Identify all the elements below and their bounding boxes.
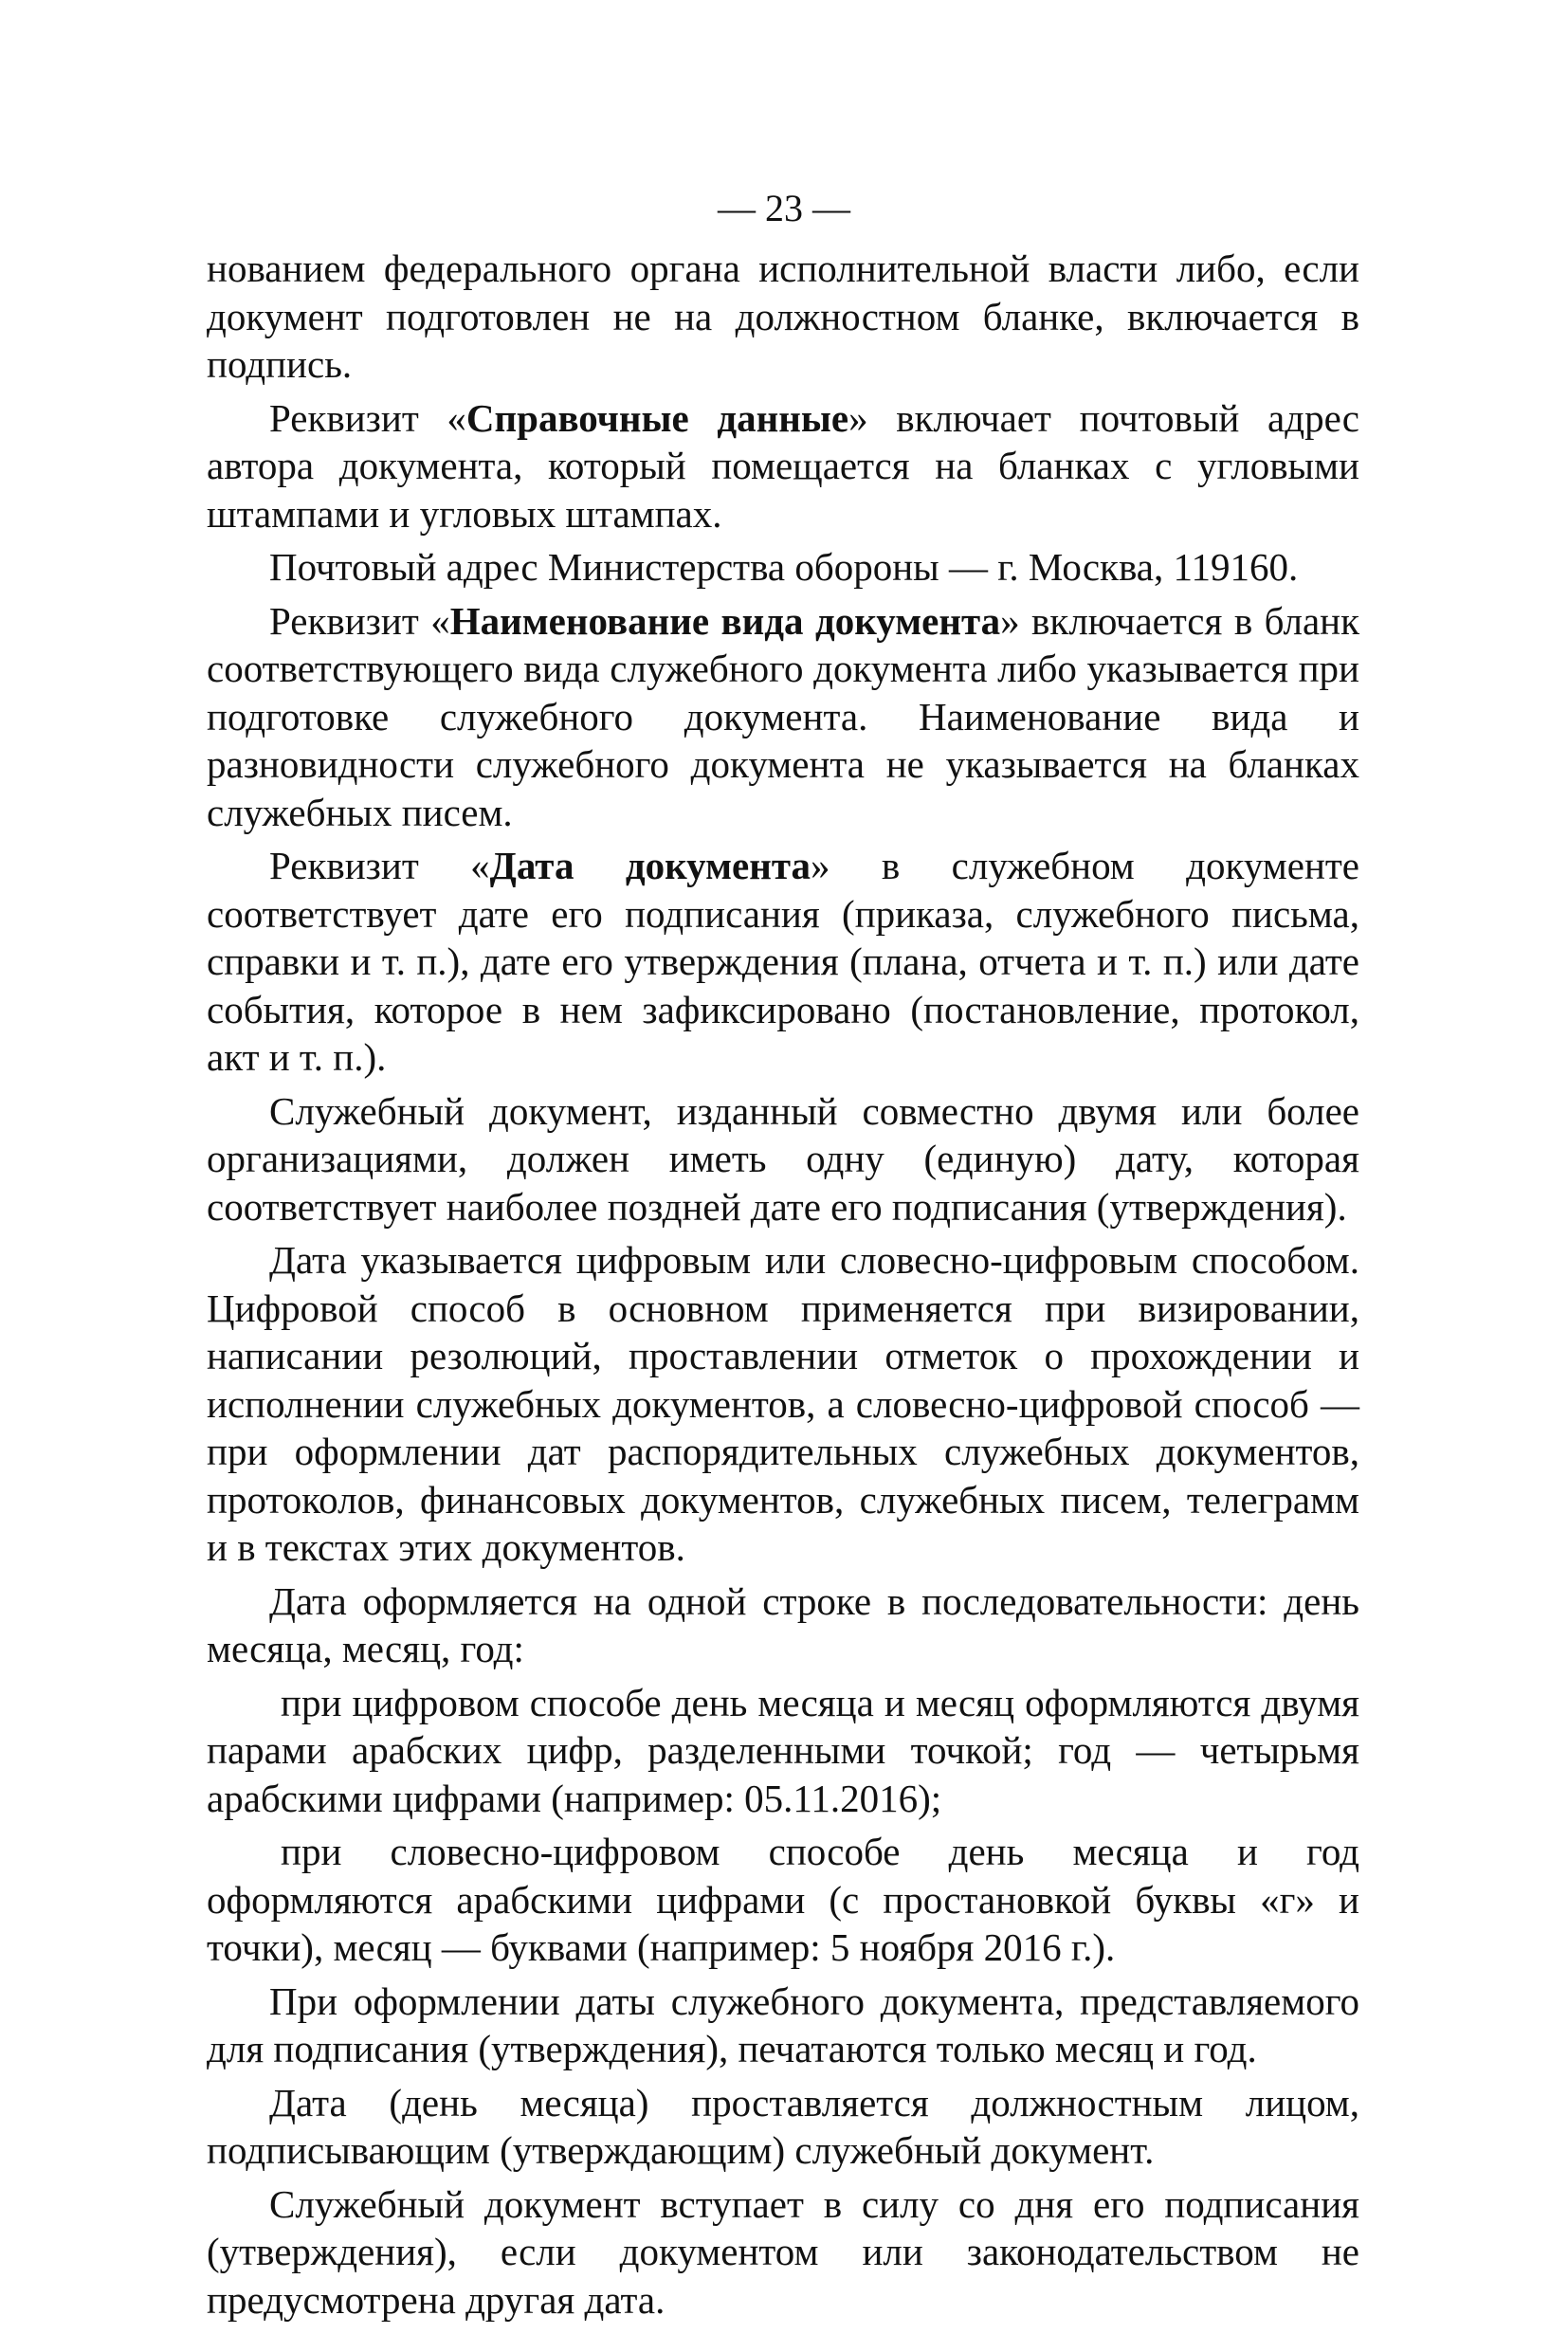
paragraph-verbal-digital-method: при словесно-цифровом способе день месяца и год оформляются арабскими цифрами (с простановкой буквы «г» и точки), месяц — буквами (например: 5 ноября 2016 г.). [207,1830,1359,1969]
paragraph-day-by-official: Дата (день месяца) проставляется должностным лицом, подписывающим (утверждающим) служебный документ. [207,2080,1359,2172]
paragraph-text: » в служебном документе соответствует дате его подписания (приказа, служебного письма, справки и т. п.), дате его утверждения (плана, отчета и т. п.) или дате события, которое в нем зафиксировано (постановление, протокол, акт и т. п.). [207,844,1359,1079]
paragraph-postal-address: Почтовый адрес Министерства обороны — г. Москва, 119160. [269,545,1299,589]
paragraph-text: Реквизит « [269,598,450,643]
requisite-name: Наименование вида документа [449,598,1001,643]
paragraph-date-methods: Дата указывается цифровым или словесно-цифровым способом. Цифровой способ в основном применяется при визировании, написании резолюций, проставлении отметок о прохождении и исполнении служебных документов, а словесно-цифровой способ — при оформлении дат распорядительных служебных документов, протоколов, финансовых документов, служебных писем, телеграмм и в текстах этих документов. [207,1238,1359,1569]
paragraph-reference-data [207,394,1359,538]
paragraph-text: » включается в бланк соответствующего вида служебного документа либо указывается при подготовке служебного документа. Наименование вида и разновидности служебного документа не указывается на бланках служебных писем. [207,598,1359,834]
paragraph-document-date [207,842,1359,1082]
paragraph-text: » включает почтовый адрес автора документа, который помещается на бланках с угловыми штампами и угловых штампах. [207,395,1359,536]
paragraph-continuation: нованием федерального органа исполнительной власти либо, если документ подготовлен не на должностном бланке, включается в подпись. [207,246,1359,386]
requisite-name: Дата документа [489,844,811,887]
paragraph-joint-document: Служебный документ, изданный совместно двумя или более организациями, должен иметь одну (единую) дату, которая соответствует наиболее поздней дате его подписания (утверждения). [207,1088,1359,1229]
paragraph-text: Реквизит « [269,395,466,440]
paragraph-date-format: Дата оформляется на одной строке в последовательности: день месяца, месяц, год: [207,1578,1359,1670]
paragraph-text: Реквизит « [269,844,490,887]
document-body [207,245,1359,2329]
page-number: — 23 — [718,187,850,229]
paragraph-digital-method: при цифровом способе день месяца и месяц оформляются двумя парами арабских цифр, разделенными точкой; год — четырьмя арабскими цифрами (например: 05.11.2016); [207,1680,1359,1820]
paragraph-month-year-only: При оформлении даты служебного документа, представляемого для подписания (утверждения), печатаются только месяц и год. [207,1978,1359,2070]
requisite-name: Справочные данные [465,395,849,440]
paragraph-effective-date: Служебный документ вступает в силу со дня его подписания (утверждения), если документом или законодательством не предусмотрена другая дата. [207,2181,1359,2322]
paragraph-document-type-name [207,597,1359,837]
